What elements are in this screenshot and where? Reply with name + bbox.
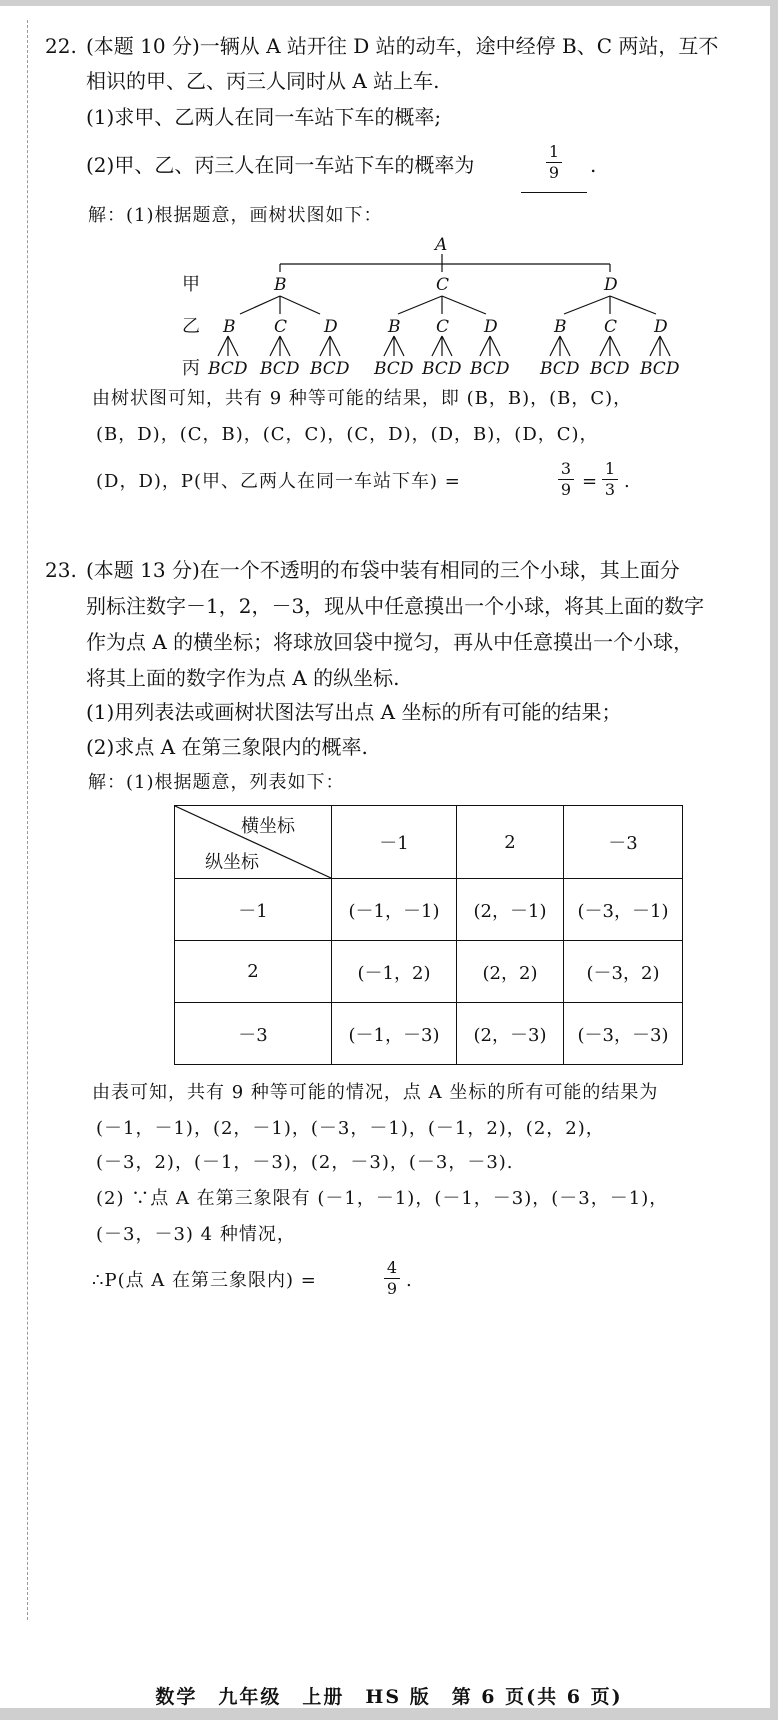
q23-final-period: . bbox=[406, 1270, 413, 1291]
tree-root-node: A bbox=[435, 235, 448, 255]
q23-line-2: 别标注数字－1，2，－3，现从中任意摸出一个小球，将其上面的数字 bbox=[86, 594, 705, 618]
tree-level-label-jia: 甲 bbox=[182, 274, 200, 295]
q22-line-1: (本题 10 分)一辆从 A 站开往 D 站的动车，途中经停 B、C 两站，互不 bbox=[86, 34, 719, 58]
tree-l2-node: C bbox=[436, 317, 450, 337]
table-row-header: 2 bbox=[175, 941, 332, 1003]
tree-l1-node: C bbox=[436, 275, 450, 295]
fraction-denominator: 3 bbox=[604, 480, 616, 499]
table-row bbox=[175, 941, 683, 1003]
table-header-y-axis: 纵坐标 bbox=[205, 852, 259, 873]
q23-solution-line-6: ∴P(点 A 在第三象限内) = bbox=[92, 1270, 317, 1291]
q22-equals-sign: = bbox=[582, 471, 599, 492]
binding-margin-line bbox=[27, 20, 28, 1620]
tree-l2-node: D bbox=[654, 317, 668, 337]
tree-l2-node: D bbox=[324, 317, 338, 337]
q23-number: 23. bbox=[45, 558, 77, 582]
q23-part-1: (1)用列表法或画树状图法写出点 A 坐标的所有可能的结果； bbox=[86, 700, 622, 724]
q22-answer-denominator: 9 bbox=[548, 163, 560, 182]
table-row-header: －3 bbox=[175, 1003, 332, 1065]
tree-l2-node: B bbox=[554, 317, 567, 337]
q22-line-2: 相识的甲、乙、丙三人同时从 A 站上车. bbox=[86, 69, 440, 93]
q23-solution-line-4: (2) ∵点 A 在第三象限有 (－1，－1)，(－1，－3)，(－3，－1)， bbox=[96, 1188, 669, 1209]
q22-answer-period: . bbox=[590, 153, 597, 177]
q22-answer-numerator: 1 bbox=[548, 142, 560, 161]
tree-leaves: BCD bbox=[260, 359, 300, 379]
table-header-x-axis: 横坐标 bbox=[241, 816, 295, 837]
q22-solution-line-2: (B，D)，(C，B)，(C，C)，(C，D)，(D，B)，(D，C)， bbox=[96, 424, 599, 445]
table-cell: (2，2) bbox=[457, 941, 564, 1003]
table-row bbox=[175, 879, 683, 941]
tree-l2-node: B bbox=[223, 317, 236, 337]
table-row-header: －1 bbox=[175, 879, 332, 941]
tree-branches bbox=[218, 254, 670, 356]
tree-leaves: BCD bbox=[374, 359, 414, 379]
fraction-numerator: 3 bbox=[560, 459, 572, 478]
q23-line-1: (本题 13 分)在一个不透明的布袋中装有相同的三个小球，其上面分 bbox=[86, 558, 680, 582]
tree-l1-node: B bbox=[274, 275, 287, 295]
q22-final-period: . bbox=[624, 471, 631, 492]
q22-tree-diagram bbox=[170, 232, 690, 382]
table-col-header: 2 bbox=[457, 806, 564, 879]
fraction-numerator: 1 bbox=[604, 459, 616, 478]
table-cell: (2，－3) bbox=[457, 1003, 564, 1065]
tree-leaves: BCD bbox=[470, 359, 510, 379]
q22-fraction-1-3 bbox=[602, 460, 618, 499]
q22-answer-fraction bbox=[546, 143, 562, 182]
q22-answer-blank bbox=[521, 192, 587, 193]
table-col-header: －1 bbox=[332, 806, 457, 879]
table-cell: (－3，2) bbox=[564, 941, 683, 1003]
table-corner-cell bbox=[175, 806, 332, 879]
q23-solution-line-2: (－1，－1)，(2，－1)，(－3，－1)，(－1，2)，(2，2)， bbox=[96, 1118, 605, 1139]
tree-l2-node: B bbox=[388, 317, 401, 337]
q22-solution-line-1: 由树状图可知，共有 9 种等可能的结果，即 (B，B)，(B，C)， bbox=[92, 388, 633, 409]
fraction-numerator: 4 bbox=[386, 1258, 398, 1277]
page-top-edge bbox=[0, 0, 778, 6]
q23-line-4: 将其上面的数字作为点 A 的纵坐标. bbox=[86, 666, 400, 690]
table-header-row bbox=[175, 806, 683, 879]
table-cell: (－1，－3) bbox=[332, 1003, 457, 1065]
tree-leaves: BCD bbox=[540, 359, 580, 379]
table-cell: (－1，－1) bbox=[332, 879, 457, 941]
tree-leaves: BCD bbox=[422, 359, 462, 379]
tree-leaves: BCD bbox=[310, 359, 350, 379]
q22-part-2: (2)甲、乙、丙三人在同一车站下车的概率为 bbox=[86, 153, 475, 177]
q23-solution-intro: 解：(1)根据题意，列表如下： bbox=[88, 772, 345, 793]
q23-part-2: (2)求点 A 在第三象限内的概率. bbox=[86, 735, 368, 759]
q22-solution-line-3: (D，D)，P(甲、乙两人在同一车站下车) = bbox=[96, 471, 461, 492]
table-cell: (－1，2) bbox=[332, 941, 457, 1003]
page-bottom-edge bbox=[0, 1708, 778, 1720]
q22-solution-intro: 解：(1)根据题意，画树状图如下： bbox=[88, 205, 383, 226]
q22-part-1: (1)求甲、乙两人在同一车站下车的概率; bbox=[86, 105, 442, 129]
page-right-edge bbox=[770, 0, 778, 1720]
tree-l2-node: D bbox=[484, 317, 498, 337]
q23-solution-line-5: (－3，－3) 4 种情况， bbox=[96, 1224, 296, 1245]
page-footer: 数学 九年级 上册 HS 版 第 6 页(共 6 页) bbox=[155, 1686, 623, 1708]
tree-level-label-bing: 丙 bbox=[182, 358, 200, 379]
tree-level-label-yi: 乙 bbox=[182, 316, 200, 337]
q22-fraction-3-9 bbox=[558, 460, 574, 499]
q22-number: 22. bbox=[45, 34, 77, 58]
table-cell: (－3，－1) bbox=[564, 879, 683, 941]
fraction-denominator: 9 bbox=[560, 480, 572, 499]
table-col-header: －3 bbox=[564, 806, 683, 879]
q23-line-3: 作为点 A 的横坐标；将球放回袋中搅匀，再从中任意摸出一个小球， bbox=[86, 630, 694, 654]
tree-leaves: BCD bbox=[640, 359, 680, 379]
tree-leaves: BCD bbox=[208, 359, 248, 379]
q23-solution-line-3: (－3，2)，(－1，－3)，(2，－3)，(－3，－3). bbox=[96, 1152, 514, 1173]
table-cell: (－3，－3) bbox=[564, 1003, 683, 1065]
fraction-denominator: 9 bbox=[386, 1279, 398, 1298]
tree-l1-node: D bbox=[604, 275, 618, 295]
tree-l2-node: C bbox=[274, 317, 288, 337]
tree-leaves: BCD bbox=[590, 359, 630, 379]
table-cell: (2，－1) bbox=[457, 879, 564, 941]
tree-l2-node: C bbox=[604, 317, 618, 337]
table-row bbox=[175, 1003, 683, 1065]
q23-solution-line-1: 由表可知，共有 9 种等可能的情况，点 A 坐标的所有可能的结果为 bbox=[92, 1082, 659, 1103]
q23-coordinate-table bbox=[174, 805, 683, 1065]
q23-fraction-4-9 bbox=[384, 1259, 400, 1298]
